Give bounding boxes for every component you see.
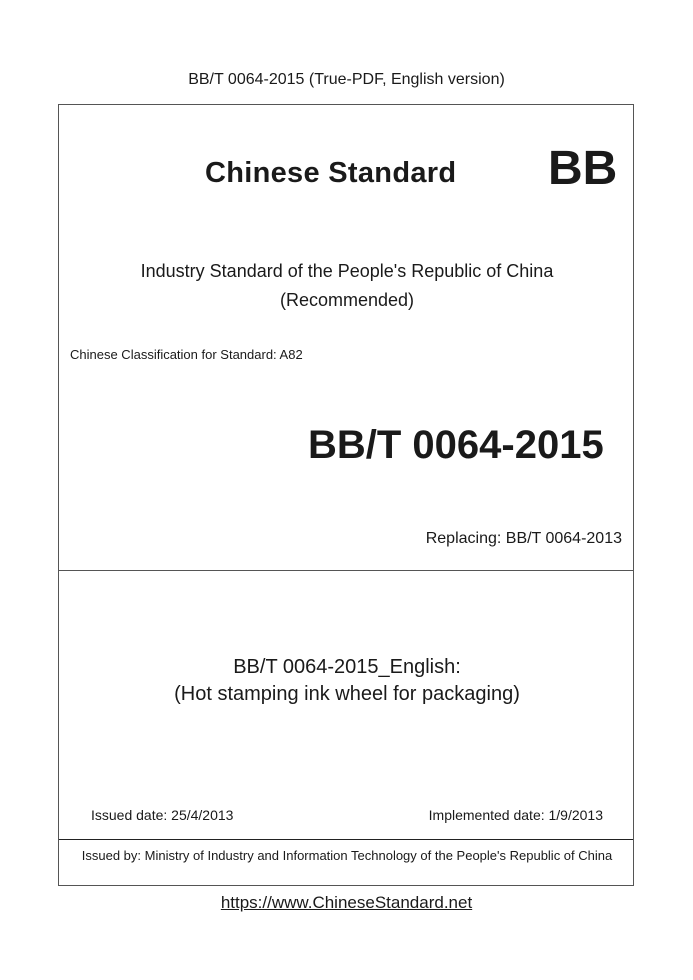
standard-name-line-1: BB/T 0064-2015_English: — [233, 656, 461, 678]
issuer-divider — [59, 839, 633, 840]
cover-title: Chinese Standard — [205, 157, 457, 189]
issued-date: Issued date: 25/4/2013 — [91, 807, 234, 823]
implemented-date: Implemented date: 1/9/2013 — [428, 807, 603, 823]
document-header: BB/T 0064-2015 (True-PDF, English version) — [188, 71, 505, 88]
issuer-text: Issued by: Ministry of Industry and Information Technology of the People's Republic of China — [81, 848, 613, 863]
classification-label: Chinese Classification for Standard: A82 — [70, 347, 303, 362]
standard-mark: BB — [548, 142, 618, 195]
replacing-label: Replacing: BB/T 0064-2013 — [425, 530, 622, 547]
standard-name-line-2: (Hot stamping ink wheel for packaging) — [174, 683, 520, 705]
subtitle-line-2: (Recommended) — [279, 290, 415, 310]
section-divider — [59, 570, 633, 571]
cover-subtitle — [59, 257, 635, 315]
subtitle-line-1: Industry Standard of the People's Republic of China — [140, 261, 554, 281]
standard-number: BB/T 0064-2015 — [308, 423, 604, 467]
cover-frame — [58, 104, 634, 886]
website-link[interactable]: https://www.ChineseStandard.net — [220, 893, 473, 912]
standard-name — [59, 654, 635, 708]
